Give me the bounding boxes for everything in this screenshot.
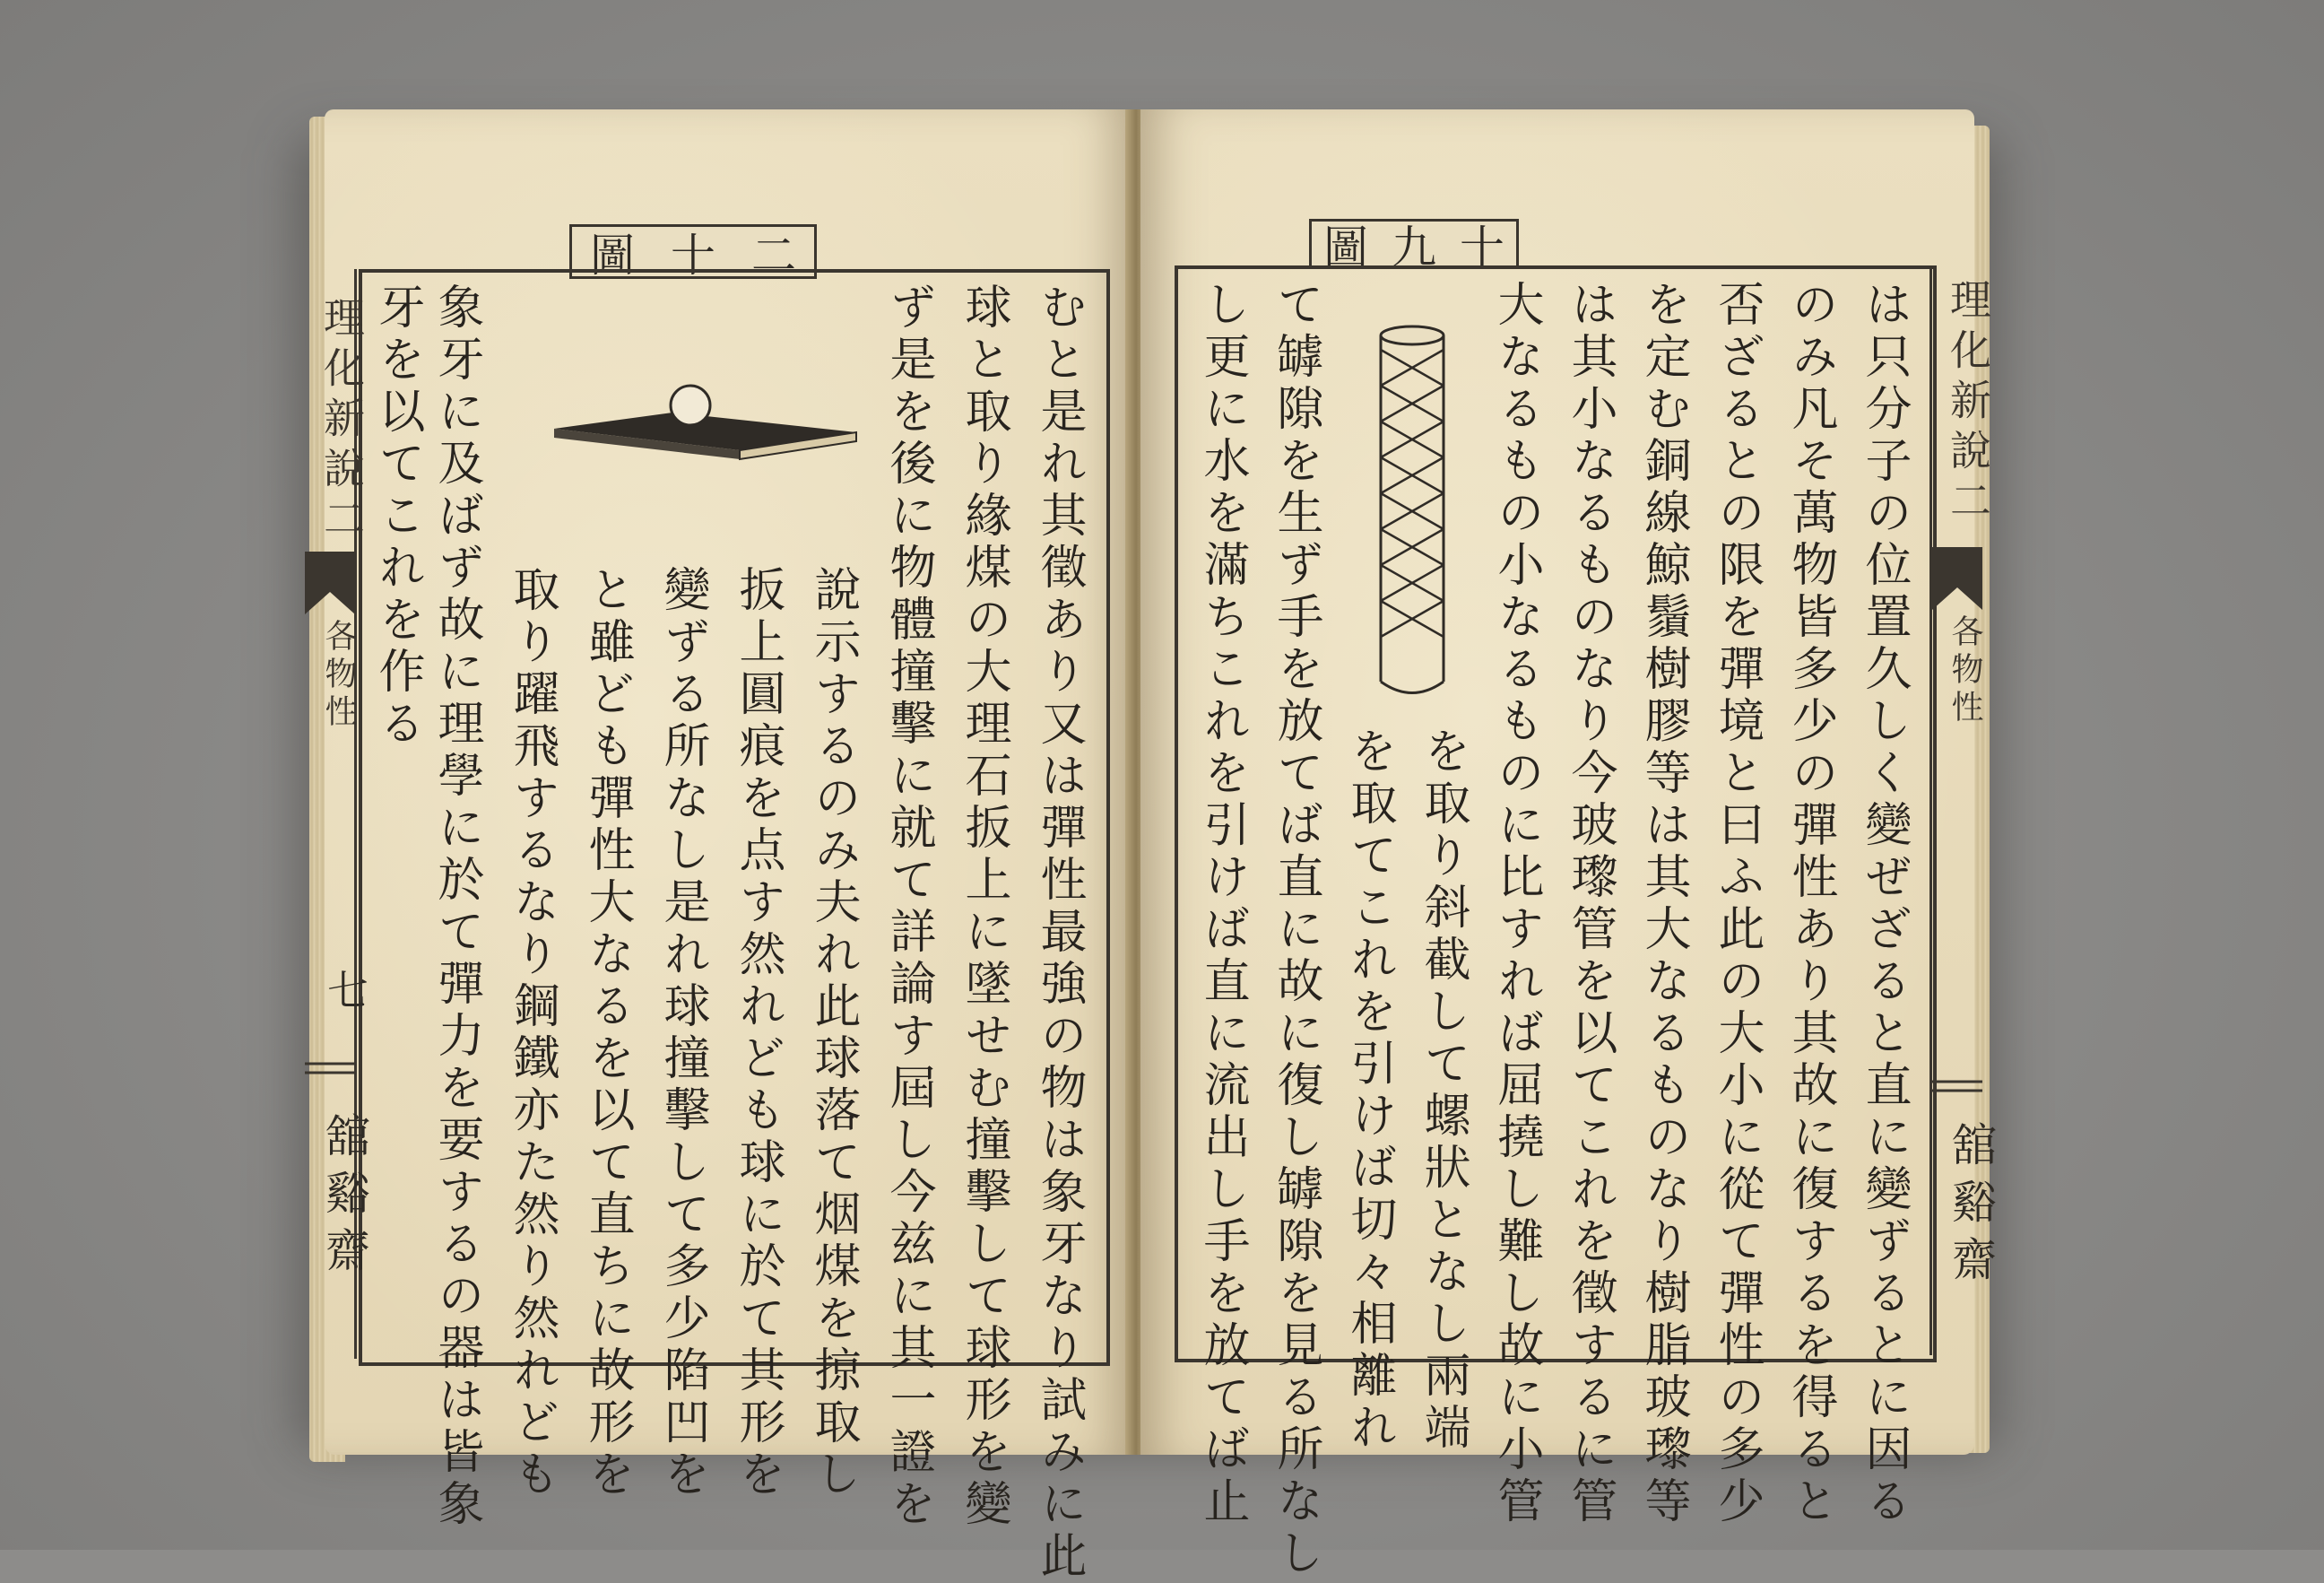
figure-label-char: 十	[1460, 222, 1505, 274]
left-text-column: 扳上圓痕を点す然れども球に於て其形を	[731, 565, 785, 1501]
right-margin-title: 理化新說二	[1944, 278, 1992, 529]
right-text-column: を取てこれを引けば切々相離れ	[1342, 726, 1396, 1455]
rule-divider	[1932, 1076, 1982, 1103]
fish-tail-ornament	[305, 552, 355, 614]
figure-label-char: 九	[1392, 222, 1436, 274]
right-text-column: を定む銅線鯨鬚樹膠等は其大なるものなり樹脂玻瓈等	[1636, 280, 1690, 1528]
left-text-column: 說示するのみ夫れ此球落て烟煤を掠取し	[806, 565, 860, 1501]
left-text-column: 牙を以てこれを作る	[370, 283, 424, 751]
right-text-column: 大なるもの小なるものに比すれば屈撓し難し故に小管	[1489, 280, 1543, 1528]
rule-divider	[305, 1058, 355, 1085]
left-text-column: 變ずる所なし是れ球撞擊して多少陷凹を	[655, 565, 709, 1501]
left-text-column: 取り躍飛するなり鋼鐵亦た然り然れども	[505, 565, 559, 1501]
left-text-column: と雖ども彈性大なるを以て直ちに故形を	[580, 565, 634, 1501]
glass-spiral-tube-illustration	[1372, 323, 1452, 700]
right-text-column: を取り斜截して螺狀となし兩端	[1416, 726, 1470, 1455]
left-margin-section: 各物性	[320, 619, 357, 732]
right-text-column: し更に水を滿ちこれを引けば直に流出し手を放てば止	[1195, 280, 1249, 1528]
right-margin-section: 各物性	[1947, 614, 1983, 727]
ball-on-slab-illustration	[547, 377, 861, 475]
figure-label-char: 圖	[590, 229, 635, 282]
figure-label-char: 圖	[1323, 222, 1368, 274]
left-page-number: 七	[321, 969, 369, 1010]
left-text-column: ず是を後に物體撞擊に就て詳論す屆し今兹に其一證を	[881, 283, 935, 1531]
left-margin-publisher: 舘谿齋	[318, 1112, 370, 1284]
left-margin-title: 理化新說二	[317, 296, 366, 547]
figure-label-char: 十	[671, 229, 715, 282]
right-margin-publisher: 舘谿齋	[1945, 1121, 1997, 1293]
right-text-column: て罅隙を生ず手を放てば直に故に復し罅隙を見る所なし	[1269, 280, 1322, 1580]
fish-tail-ornament	[1932, 547, 1982, 610]
right-text-column: 否ざるとの限を彈境と曰ふ此の大小に從て彈性の多少	[1710, 280, 1764, 1528]
figure-label-char: 二	[751, 229, 796, 282]
right-text-column: は其小なるものなり今玻瓈管を以てこれを徵するに管	[1563, 280, 1617, 1528]
left-text-column: 象牙に及ばず故に理學に於て彈力を要するの器は皆象	[429, 283, 483, 1531]
right-text-column: のみ凡そ萬物皆多少の彈性あり其故に復するを得ると	[1783, 280, 1837, 1528]
left-text-column: むと是れ其徵あり又は彈性最強の物は象牙なり試みに此	[1032, 283, 1086, 1583]
right-text-column: は只分子の位置久しく變ぜざると直に變ずるとに因る	[1857, 280, 1911, 1528]
left-text-column: 球と取り緣煤の大理石扳上に墜せむ撞擊して球形を變	[957, 283, 1010, 1531]
right-figure-label	[1309, 219, 1519, 274]
